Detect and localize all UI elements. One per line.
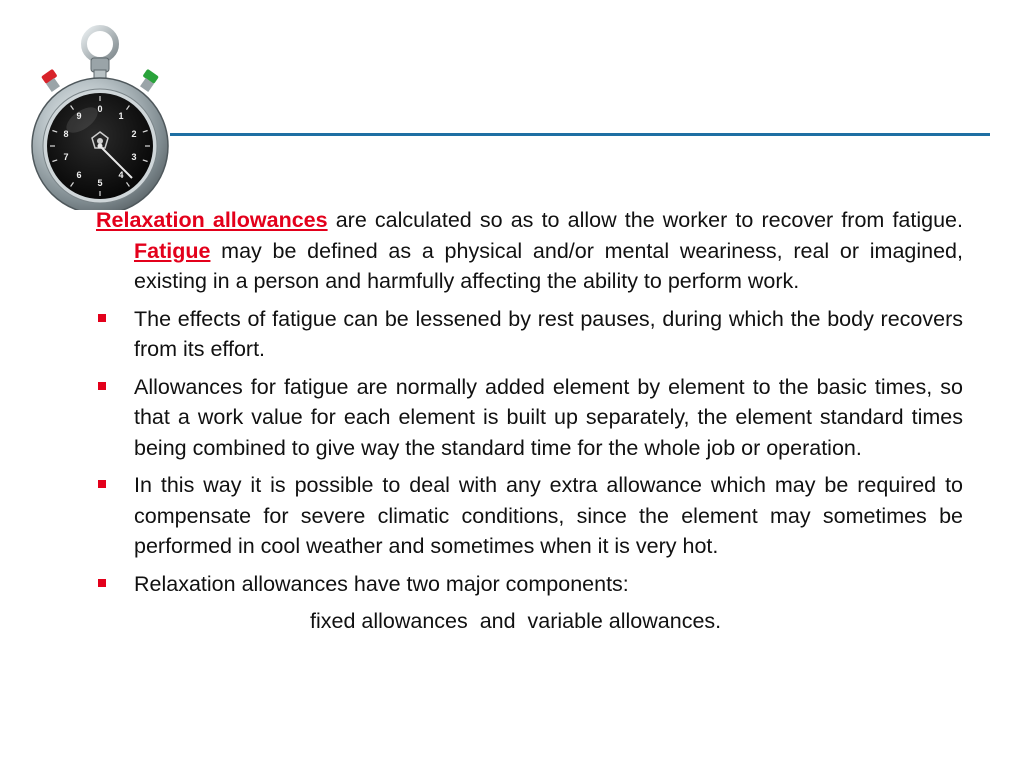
dial-number-0: 0 [97,104,103,114]
bullet-item [96,304,963,365]
bullet-text: In this way it is possible to deal with any extra allowance which may be required to compensate for severe climatic conditions, since the element may sometimes be performed in cool weather and sometimes when it is very hot. [134,473,963,558]
bullet-text: The effects of fatigue can be lessened by rest pauses, during which the body recovers from its effort. [134,306,963,361]
bullet-square-icon [98,480,106,488]
dial-number-1: 1 [118,111,124,121]
dial-number-9: 9 [76,111,82,121]
dial-number-7: 7 [63,152,69,162]
term-relaxation-allowances: Relaxation allowances [96,208,328,232]
bullet-square-icon [98,314,106,322]
bullet-text: Relaxation allowances have two major components: [134,571,629,596]
bullet-text: Allowances for fatigue are normally added element by element to the basic times, so that a work value for each element is built up separately, the element standard times being combined to give way the standard time for the whole job or operation. [134,374,963,460]
dial-number-3: 3 [131,152,137,162]
bullet-square-icon [98,579,106,587]
bullet-item [96,569,963,600]
lead-paragraph [96,205,963,297]
term-fatigue: Fatigue [134,238,211,263]
stopwatch-icon [24,20,176,210]
title-rule [170,133,990,136]
dial-number-4: 4 [118,170,124,180]
lead-text-1: are calculated so as to allow the worker to recover from fatigue. [327,208,963,232]
dial-number-5: 5 [97,178,103,188]
bullet-square-icon [98,382,106,390]
bullet-item [96,372,963,464]
components-line: fixed allowances and variable allowances. [310,609,722,633]
bullet-item [96,470,963,562]
dial-number-6: 6 [76,170,82,180]
lead-text-2: may be defined as a physical and/or mental weariness, real or imagined, existing in a person and harmfully affecting the ability to perform work. [134,238,963,293]
slide-body [96,205,963,637]
dial-number-8: 8 [63,129,69,139]
dial-number-2: 2 [131,129,137,139]
